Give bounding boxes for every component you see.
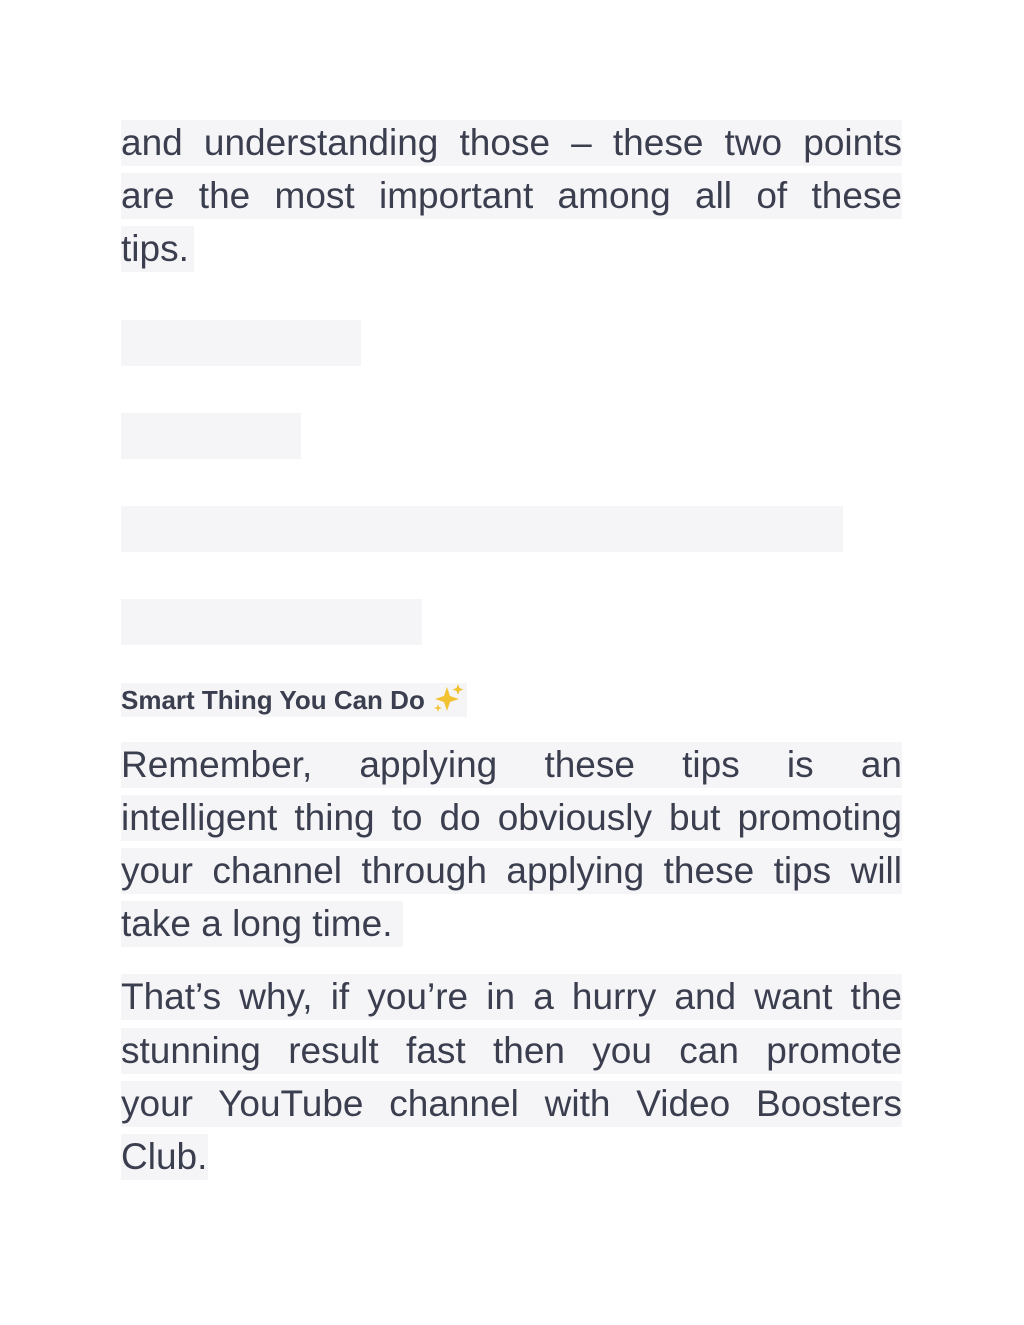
paragraph-line: That’s why, if you’re in a hurry and want the (121, 974, 902, 1020)
paragraph-line: your YouTube channel with Video Boosters (121, 1081, 902, 1127)
paragraph-line: Club. (121, 1134, 208, 1180)
paragraph-line: are the most important among all of these (121, 173, 902, 219)
blank-line-placeholder (121, 599, 422, 645)
paragraph-line: intelligent thing to do obviously but promoting (121, 795, 902, 841)
section-heading-text: Smart Thing You Can Do (121, 685, 425, 715)
blank-line-placeholder (121, 413, 301, 459)
paragraph-line: stunning result fast then you can promote (121, 1028, 902, 1074)
blank-line-placeholder (121, 320, 361, 366)
paragraph-line: tips. (121, 226, 194, 272)
section-heading (121, 683, 467, 717)
sparkles-icon (431, 683, 465, 713)
blank-line-placeholder (121, 506, 843, 552)
paragraph-line: and understanding those – these two points (121, 120, 902, 166)
paragraph-line: Remember, applying these tips is an (121, 742, 902, 788)
paragraph-line: take a long time. (121, 901, 403, 947)
paragraph-line: your channel through applying these tips will (121, 848, 902, 894)
